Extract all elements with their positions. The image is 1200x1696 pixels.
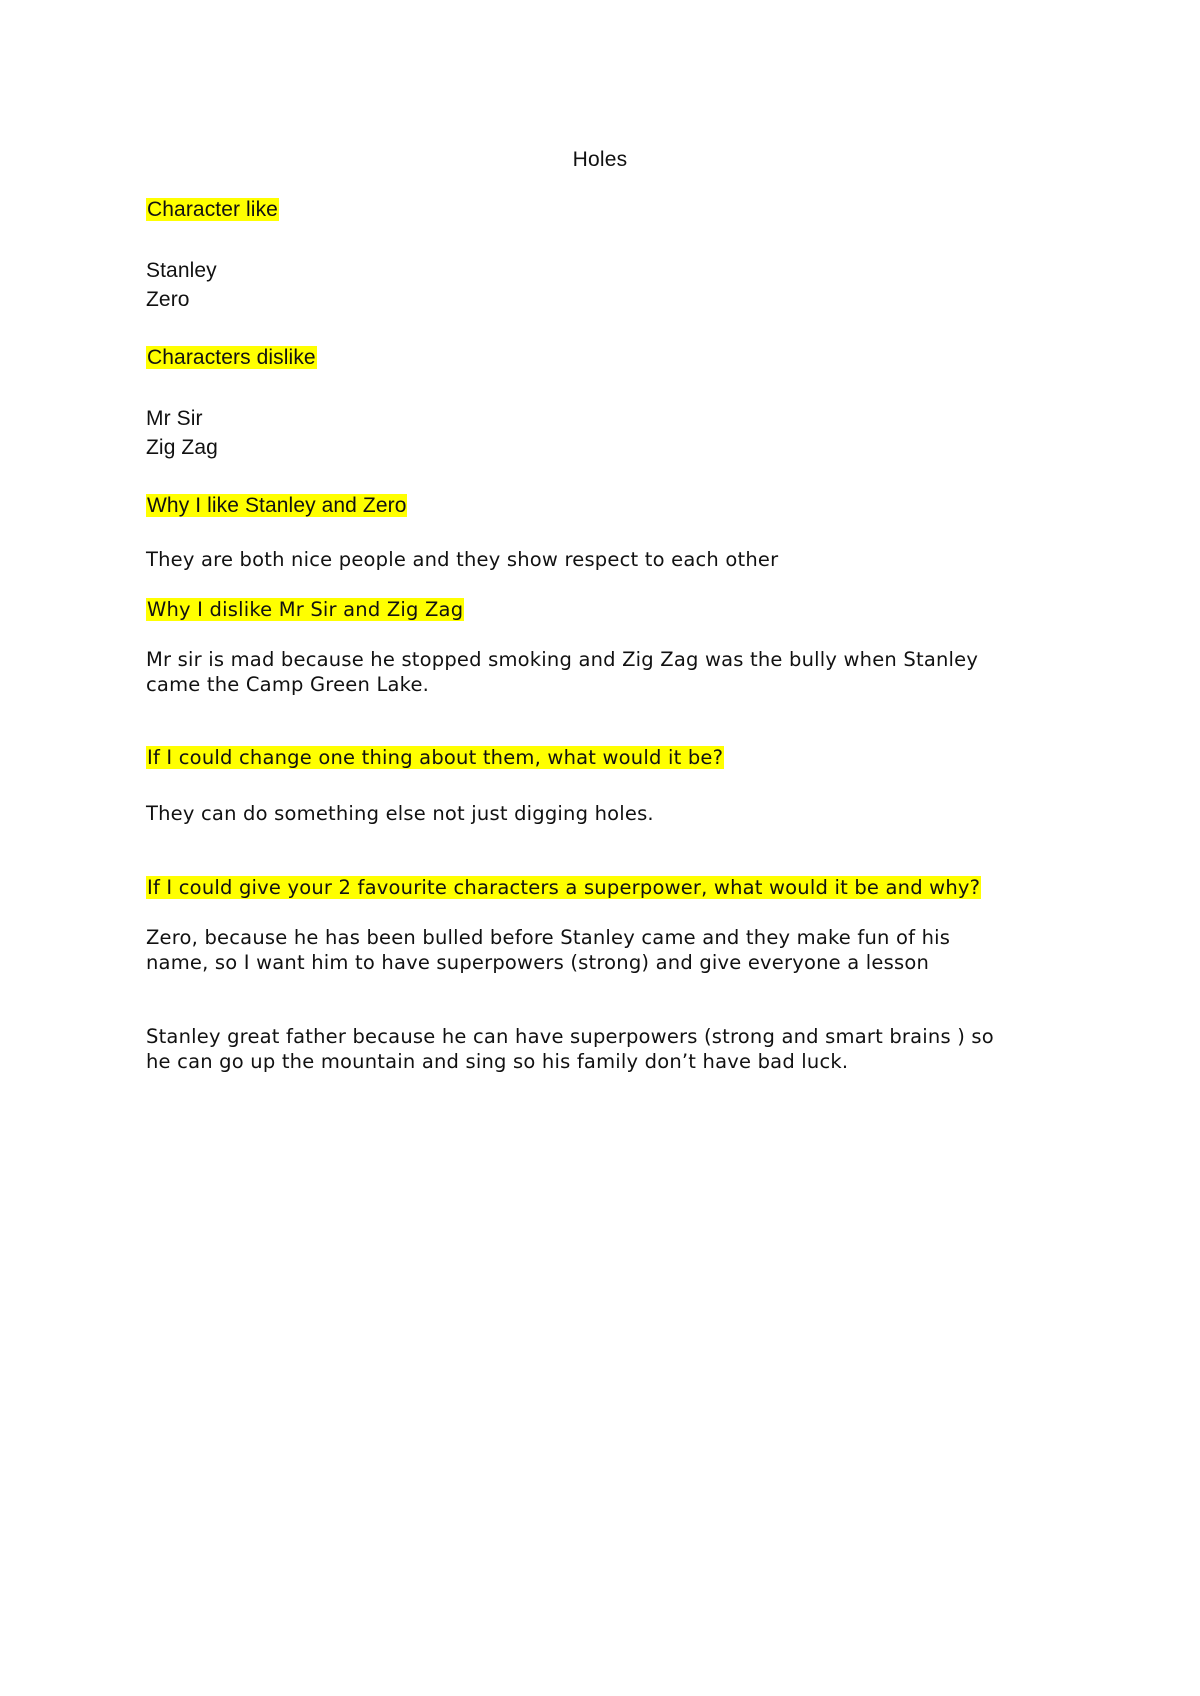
dislike-heading: Characters dislike (147, 346, 316, 369)
list-item: Stanley (146, 259, 217, 282)
paragraph-line: Zero, because he has been bulled before Stanley came and they make fun of his (146, 926, 951, 949)
list-item: Zig Zag (146, 436, 218, 459)
paragraph-line: came the Camp Green Lake. (146, 673, 430, 696)
superpower-text-stanley (146, 1024, 994, 1074)
change-text: They can do something else not just digging holes. (146, 802, 654, 825)
list-item: Zero (146, 288, 190, 311)
document-title: Holes (572, 148, 628, 171)
paragraph-line: Stanley great father because he can have superpowers (strong and smart brains ) so (146, 1025, 994, 1048)
list-item: Mr Sir (146, 407, 203, 430)
why-dislike-text (146, 647, 978, 697)
like-list (146, 256, 217, 314)
superpower-heading-block (146, 875, 981, 900)
why-like-heading: Why I like Stanley and Zero (147, 494, 407, 517)
why-dislike-heading: Why I dislike Mr Sir and Zig Zag (147, 598, 464, 621)
why-like-text: They are both nice people and they show respect to each other (146, 548, 779, 571)
change-heading: If I could change one thing about them, what would it be? (147, 746, 724, 769)
change-heading-block (146, 745, 724, 770)
why-dislike-heading-block (146, 597, 464, 622)
dislike-heading-block (146, 346, 317, 370)
superpower-text-zero (146, 925, 950, 975)
paragraph-line: Mr sir is mad because he stopped smoking and Zig Zag was the bully when Stanley (146, 648, 979, 671)
why-like-heading-block (146, 494, 407, 518)
superpower-heading: If I could give your 2 favourite characters a superpower, what would it be and why? (147, 876, 981, 899)
paragraph-line: he can go up the mountain and sing so his family don’t have bad luck. (146, 1050, 849, 1073)
paragraph-line: name, so I want him to have superpowers (strong) and give everyone a lesson (146, 951, 930, 974)
dislike-list (146, 404, 218, 462)
like-heading-block (146, 198, 279, 222)
like-heading: Character like (147, 198, 278, 221)
